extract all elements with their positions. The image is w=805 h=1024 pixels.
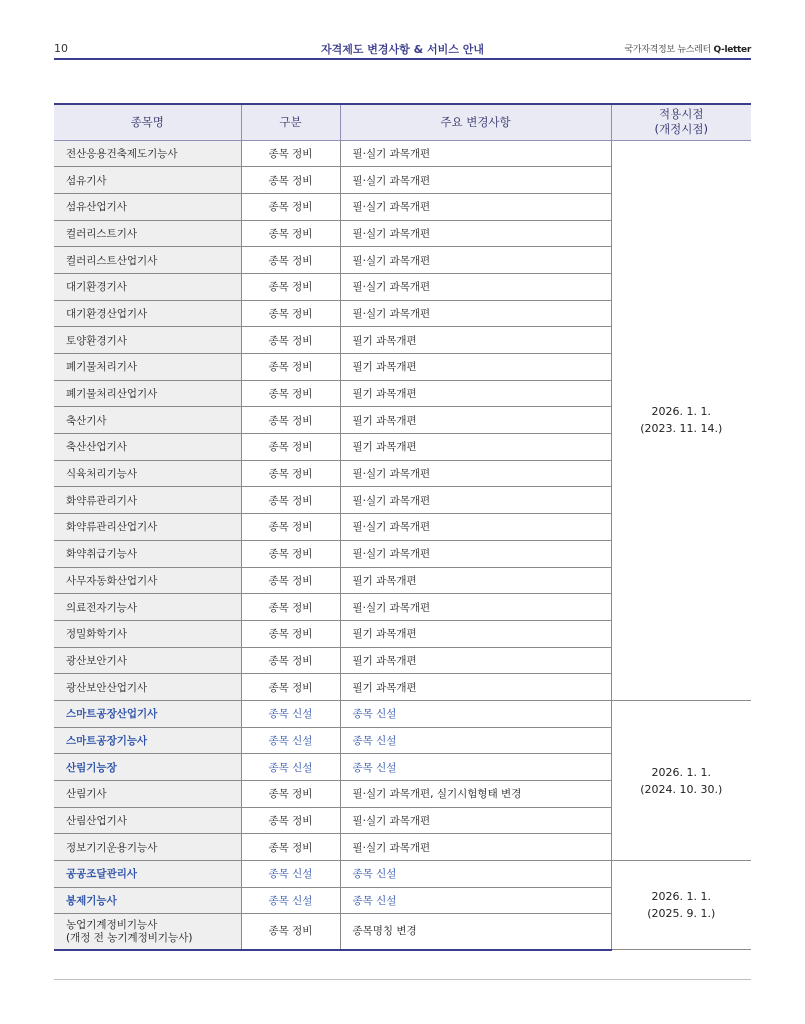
cell-effective-date bbox=[611, 140, 751, 700]
revision-date: (2025. 9. 1.) bbox=[647, 907, 716, 921]
cell-qualification-name bbox=[54, 273, 241, 300]
qualification-name: 섬유기사 bbox=[66, 174, 107, 187]
section-title: 자격제도 변경사항 & 서비스 안내 bbox=[320, 43, 485, 56]
cell-main-change: 필기 과목개편 bbox=[340, 567, 611, 594]
qualification-name: 식육처리기능사 bbox=[66, 468, 138, 481]
cell-main-change: 필기 과목개편 bbox=[340, 647, 611, 674]
qualification-name: 공공조달관리사 bbox=[66, 868, 138, 881]
column-header-date bbox=[611, 104, 751, 140]
qualification-change-table bbox=[54, 103, 751, 951]
qualification-name: 광산보안기사 bbox=[66, 654, 127, 667]
cell-division: 종목 정비 bbox=[241, 620, 340, 647]
cell-main-change: 필·실기 과목개편 bbox=[340, 807, 611, 834]
cell-main-change: 필·실기 과목개편 bbox=[340, 193, 611, 220]
newsletter-brand bbox=[624, 42, 751, 55]
cell-main-change: 필·실기 과목개편 bbox=[340, 167, 611, 194]
cell-division: 종목 정비 bbox=[241, 380, 340, 407]
cell-division: 종목 정비 bbox=[241, 140, 340, 167]
table-header-row bbox=[54, 104, 751, 140]
cell-qualification-name bbox=[54, 167, 241, 194]
cell-qualification-name bbox=[54, 300, 241, 327]
cell-qualification-name bbox=[54, 327, 241, 354]
cell-main-change: 필·실기 과목개편 bbox=[340, 540, 611, 567]
date-header-line1: 적용시점 bbox=[659, 107, 704, 122]
revision-date: (2023. 11. 14.) bbox=[640, 422, 723, 436]
cell-qualification-name bbox=[54, 434, 241, 461]
cell-qualification-name bbox=[54, 354, 241, 381]
cell-division: 종목 신설 bbox=[241, 754, 340, 781]
qualification-name: 산림기사 bbox=[66, 788, 107, 801]
cell-division: 종목 정비 bbox=[241, 834, 340, 861]
cell-division: 종목 정비 bbox=[241, 594, 340, 621]
cell-qualification-name bbox=[54, 460, 241, 487]
qualification-name: 정보기기운용기능사 bbox=[66, 841, 158, 854]
qualification-name: 산림기능장 bbox=[66, 761, 117, 774]
qualification-name: 화약류관리기사 bbox=[66, 494, 138, 507]
qualification-name: 토양환경기사 bbox=[66, 334, 127, 347]
revision-date: (2024. 10. 30.) bbox=[640, 782, 723, 796]
cell-qualification-name bbox=[54, 380, 241, 407]
cell-main-change: 종목 신설 bbox=[340, 700, 611, 727]
brand-prefix: 국가자격정보 뉴스레터 bbox=[624, 45, 714, 55]
cell-main-change: 필·실기 과목개편 bbox=[340, 273, 611, 300]
cell-effective-date bbox=[611, 700, 751, 860]
cell-qualification-name bbox=[54, 594, 241, 621]
table-row bbox=[54, 140, 751, 167]
qualification-name: 컬러리스트기사 bbox=[66, 227, 138, 240]
cell-division: 종목 정비 bbox=[241, 434, 340, 461]
effective-date: 2026. 1. 1. bbox=[651, 765, 711, 779]
cell-qualification-name bbox=[54, 140, 241, 167]
cell-effective-date bbox=[611, 861, 751, 950]
cell-qualification-name bbox=[54, 514, 241, 541]
cell-main-change: 필기 과목개편 bbox=[340, 674, 611, 701]
cell-main-change: 필기 과목개편 bbox=[340, 407, 611, 434]
cell-division: 종목 신설 bbox=[241, 727, 340, 754]
cell-qualification-name bbox=[54, 834, 241, 861]
cell-qualification-name bbox=[54, 620, 241, 647]
cell-division: 종목 신설 bbox=[241, 700, 340, 727]
cell-qualification-name bbox=[54, 807, 241, 834]
cell-main-change: 종목 신설 bbox=[340, 887, 611, 914]
cell-division: 종목 정비 bbox=[241, 247, 340, 274]
cell-division: 종목 정비 bbox=[241, 540, 340, 567]
qualification-name: 화약류관리산업기사 bbox=[66, 521, 158, 534]
cell-qualification-name bbox=[54, 861, 241, 888]
cell-division: 종목 정비 bbox=[241, 460, 340, 487]
qualification-name: 축산산업기사 bbox=[66, 441, 127, 454]
brand-name: Q-letter bbox=[713, 45, 751, 55]
qualification-name: 폐기물처리산업기사 bbox=[66, 388, 158, 401]
cell-division: 종목 정비 bbox=[241, 567, 340, 594]
cell-qualification-name bbox=[54, 540, 241, 567]
cell-main-change: 종목 신설 bbox=[340, 727, 611, 754]
cell-main-change: 필·실기 과목개편 bbox=[340, 247, 611, 274]
qualification-name: 전산응용건축제도기능사 bbox=[66, 147, 178, 160]
cell-qualification-name bbox=[54, 407, 241, 434]
cell-division: 종목 정비 bbox=[241, 327, 340, 354]
cell-main-change: 필기 과목개편 bbox=[340, 380, 611, 407]
cell-main-change: 필·실기 과목개편 bbox=[340, 460, 611, 487]
cell-division: 종목 정비 bbox=[241, 193, 340, 220]
qualification-name: 축산기사 bbox=[66, 414, 107, 427]
qualification-name: 컬러리스트산업기사 bbox=[66, 254, 158, 267]
cell-main-change: 필·실기 과목개편 bbox=[340, 140, 611, 167]
cell-division: 종목 정비 bbox=[241, 781, 340, 808]
qualification-name: 섬유산업기사 bbox=[66, 201, 127, 214]
cell-main-change: 종목명칭 변경 bbox=[340, 914, 611, 950]
cell-main-change: 필기 과목개편 bbox=[340, 434, 611, 461]
cell-division: 종목 정비 bbox=[241, 354, 340, 381]
cell-division: 종목 정비 bbox=[241, 914, 340, 950]
cell-division: 종목 정비 bbox=[241, 220, 340, 247]
cell-qualification-name bbox=[54, 567, 241, 594]
cell-division: 종목 정비 bbox=[241, 647, 340, 674]
cell-main-change: 필·실기 과목개편 bbox=[340, 220, 611, 247]
cell-division: 종목 정비 bbox=[241, 273, 340, 300]
qualification-name: 정밀화학기사 bbox=[66, 628, 127, 641]
column-header-division: 구분 bbox=[241, 104, 340, 140]
cell-main-change: 종목 신설 bbox=[340, 861, 611, 888]
cell-qualification-name bbox=[54, 674, 241, 701]
cell-division: 종목 신설 bbox=[241, 861, 340, 888]
cell-qualification-name bbox=[54, 914, 241, 950]
date-header-line2: (개정시점) bbox=[654, 122, 708, 137]
cell-division: 종목 정비 bbox=[241, 807, 340, 834]
cell-main-change: 필·실기 과목개편 bbox=[340, 834, 611, 861]
cell-division: 종목 정비 bbox=[241, 674, 340, 701]
cell-division: 종목 정비 bbox=[241, 300, 340, 327]
table-body bbox=[54, 140, 751, 950]
table-row bbox=[54, 861, 751, 888]
cell-main-change: 필·실기 과목개편 bbox=[340, 514, 611, 541]
header-divider bbox=[54, 58, 751, 60]
cell-main-change: 필기 과목개편 bbox=[340, 327, 611, 354]
cell-main-change: 종목 신설 bbox=[340, 754, 611, 781]
column-header-changes: 주요 변경사항 bbox=[340, 104, 611, 140]
qualification-name: 봉제기능사 bbox=[66, 895, 117, 908]
qualification-name: 의료전자기능사 bbox=[66, 601, 138, 614]
cell-main-change: 필기 과목개편 bbox=[340, 620, 611, 647]
qualification-former-name: (개정 전 농기계정비기능사) bbox=[66, 931, 193, 944]
table-row bbox=[54, 700, 751, 727]
cell-qualification-name bbox=[54, 247, 241, 274]
qualification-name: 광산보안산업기사 bbox=[66, 681, 148, 694]
cell-qualification-name bbox=[54, 727, 241, 754]
cell-qualification-name bbox=[54, 754, 241, 781]
cell-main-change: 필기 과목개편 bbox=[340, 354, 611, 381]
cell-division: 종목 정비 bbox=[241, 407, 340, 434]
column-header-name: 종목명 bbox=[54, 104, 241, 140]
qualification-name: 농업기계정비기능사 bbox=[66, 918, 158, 931]
page-number: 10 bbox=[54, 42, 68, 55]
cell-main-change: 필·실기 과목개편, 실기시험형태 변경 bbox=[340, 781, 611, 808]
cell-qualification-name bbox=[54, 487, 241, 514]
cell-division: 종목 정비 bbox=[241, 487, 340, 514]
cell-division: 종목 정비 bbox=[241, 167, 340, 194]
qualification-name: 대기환경산업기사 bbox=[66, 307, 148, 320]
qualification-name: 스마트공장산업기사 bbox=[66, 708, 158, 721]
cell-qualification-name bbox=[54, 700, 241, 727]
qualification-name: 스마트공장기능사 bbox=[66, 734, 148, 747]
cell-qualification-name bbox=[54, 647, 241, 674]
cell-main-change: 필·실기 과목개편 bbox=[340, 300, 611, 327]
footer-divider bbox=[54, 979, 751, 980]
qualification-name: 산림산업기사 bbox=[66, 815, 127, 828]
qualification-name: 폐기물처리기사 bbox=[66, 361, 138, 374]
cell-qualification-name bbox=[54, 193, 241, 220]
effective-date: 2026. 1. 1. bbox=[651, 890, 711, 904]
cell-main-change: 필·실기 과목개편 bbox=[340, 594, 611, 621]
cell-qualification-name bbox=[54, 220, 241, 247]
qualification-name: 대기환경기사 bbox=[66, 281, 127, 294]
cell-division: 종목 정비 bbox=[241, 514, 340, 541]
cell-qualification-name bbox=[54, 887, 241, 914]
cell-qualification-name bbox=[54, 781, 241, 808]
qualification-name: 화약취급기능사 bbox=[66, 548, 138, 561]
cell-division: 종목 신설 bbox=[241, 887, 340, 914]
cell-main-change: 필·실기 과목개편 bbox=[340, 487, 611, 514]
page-header bbox=[54, 40, 751, 60]
effective-date: 2026. 1. 1. bbox=[651, 405, 711, 419]
qualification-name: 사무자동화산업기사 bbox=[66, 574, 158, 587]
